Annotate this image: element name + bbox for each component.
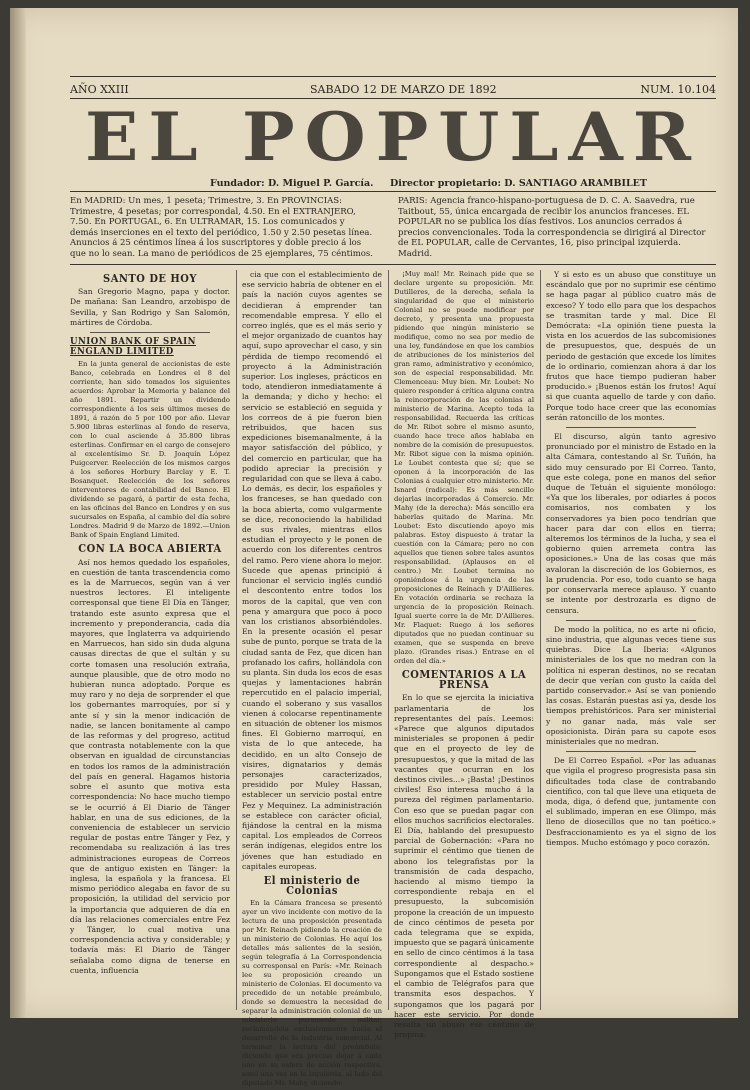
- header-bottom-rule: [70, 264, 716, 265]
- column-separator: [388, 270, 389, 1010]
- subscription-rates: En MADRID: Un mes, 1 peseta; Trimestre, 3. En PROVINCIAS: Trimestre, 4 pesetas; por correspondal, 4.50. En el EXTRANJERO, 7.50. En PORTUGAL, 6. En ULTRAMAR, 15. Los comunicados y demás inserciones en el texto del periódico, 1.50 y 2.50 pesetas línea. Anuncios á 25 céntimos línea á los suscriptores y doble precio á los que no lo sean. La mano de periódicos de 25 ejemplares, 75 céntimos.: [70, 196, 373, 259]
- paris-agency-notice: PARIS: Agencia franco-hispano-portuguesa de D. C. A. Saavedra, rue Taitbout, 55, única encargada de recibir los anuncios franceses. EL POPULAR no se publica los días festivos. Los anuncios cerrados á precios convencionales. Toda la correspondencia se dirigirá al Director de EL POPULAR, calle de Cervantes, 16, piso principal izquierda. Madrid.: [398, 196, 706, 259]
- issue-number: NUM. 10.104: [640, 83, 716, 96]
- section-heading: CON LA BOCA ABIERTA: [78, 542, 222, 556]
- section-heading: COMENTARIOS A LA PRENSA: [401, 668, 527, 692]
- masthead-title: EL POPULAR: [85, 97, 701, 176]
- section-heading: UNION BANK OF SPAIN ENGLAND LIMITED: [70, 336, 196, 358]
- column-3: [394, 270, 534, 1042]
- date-label: SABADO 12 DE MARZO DE 1892: [310, 83, 497, 96]
- article-divider: [566, 427, 696, 428]
- top-rule: [70, 76, 716, 77]
- masthead-rule: [70, 191, 716, 192]
- year-label: AÑO XXIII: [70, 83, 129, 96]
- column-4: [546, 270, 716, 850]
- article-text: Así nos hemos quedado los españoles, en cuestión de tanta trascendencia como es la de Marruecos, según van á ver nuestros lectores. El inteligente corresponsal que tiene El Día en Tánger, tratando este asunto expresa que el incremento y preponderancia, cada día mayores, que Inglaterra va adquiriendo en Marruecos, han sido sin duda alguna causas directas de que el sultán y su corte tomasen una resolución extraña, aunque plausible, que de otro modo no hubieran nunca adoptado. Porque es muy raro y no deja de sorprender el que los gobernantes marroquíes, por sí y ante sí y sin la menor indicación de nadie, se lancen bonitamente al campo de las reformas y del progreso, actitud que contrasta notablemente con la que observan en igualdad de circunstancias en todos los ramos de la administración del país en general. Hagamos historia sobre el asunto que motiva esta correspondencia: No hace mucho tiempo se le ocurrió á El Diario de Tánger hablar, en una de sus ediciones, de la conveniencia de establecer un servicio regular de postas entre Tánger y Fez, y recomendaba su realización á las tres administraciones europeas de Correos que de antiguo existen en Tánger: la inglesa, la española y la francesa. El mismo periódico alegaba en favor de su proposición, la utilidad del servicio por la importancia que adquieren de día en día las relaciones comerciales entre Fez y Tánger, lo cual motiva una correspondencia activa y considerable; y todavía más: El Diario de Tánger señalaba como digna de tenerse en cuenta, influencia: [70, 557, 230, 975]
- column-1: [70, 270, 230, 978]
- founder-line: Fundador: D. Miguel P. García.: [210, 178, 374, 189]
- article-text: San Gregorio Magno, papa y doctor. De mañana: San Leandro, arzobispo de Sevilla, y San Rodrigo y San Salomón, mártires de Córdoba.: [70, 287, 230, 327]
- section-heading: El ministerio de Colonias: [263, 873, 361, 898]
- article-text: cia que con el establecimiento de ese servicio habría de obtener en el país la nación cuyos agentes se decidieran á emprender tan recomendable empresa. Y ello el correo inglés, que es el más serio y el mejor organizado de cuantos hay aquí, supo aprovechar el caso, y sin pérdida de tiempo recomendó el proyecto á la Administración superior. Los ingleses, prácticos en todo, atendieron inmediatamente á la demanda; y dicho y hecho: el servicio se estableció en seguida y los correos de á pie fueron bien retribuidos, que hacen sus expediciones bisemanalmente, á la mayor satisfacción del público, y del comercio en particular, que ha podido apreciar la precisión y regularidad con que se lleva á cabo. Lo demás, es decir, los españoles y los franceses, se han quedado con la boca abierta, como vulgarmente se dice, reconociendo la habilidad de sus rivales, mientras ellos estudian el proyecto y le ponen de acuerdo con los diferentes centros del ramo. Pero viene ahora lo mejor. Sucede que apenas principió á funcionar el servicio inglés cundió el descontento entre todos los moros de la capital, que ven con pena y amargura que poco á poco van los cristianos absorbiéndoles. En la presente ocasión el pesar sube de punto, porque se trata de la ciudad santa de Fez, que dicen han profanado los cafirs, hollándola con su planta. Sin duda los ecos de esas quejas y lamentaciones habrán repercutido en el palacio imperial, cuando el soberano y sus vasallos vienen á colocarse repentinamente en situación de obtener los mismos fines. El Gobierno marroquí, en vista de lo que antecede, ha decidido, en un alto Consejo de visires, dignatarios y demás personajes caracterizados, presidido por Muley Hassan, establecer un servicio postal entre Fez y Mequinez. La administración se establece con carácter oficial, fijándose la central en la misma capital. Los empleados de Correos serán indígenas, elegidos entre los jóvenes que han estudiado en capitales europeas.: [242, 270, 382, 871]
- article-divider: [566, 620, 696, 621]
- director-line: Director propietario: D. SANTIAGO ARAMBILET: [390, 178, 647, 189]
- column-separator: [236, 270, 237, 1010]
- article-text: El discurso, algún tanto agresivo pronunciado por el ministro de Estado en la alta Cámara, contestando al Sr. Tuñón, ha sido muy censurado por El Correo. Tanto, que este colega, pone en manos del señor duque de Tetuán el siguiente monólogo: «Ya que los liberales, por odiarles á pocos comisarios, nos combaten y los conservadores ya bien poco tendrían que hacer para dar con ellos en tierra; alteremos los términos de la lucha, y sea el gobierno quien arremeta contra las oposiciones.» Una de las cosas que más avaloran la discreción de los Gobiernos, es la prudencia. Por eso, todo cuanto se haga por conservarla merece aplauso. Y cuanto se intente por destrozarla es digno de censura.: [546, 432, 716, 615]
- page-spine: [10, 8, 26, 1018]
- article-divider: [566, 751, 696, 752]
- article-text: En la Cámara francesa se presentó ayer un vivo incidente con motivo de la lectura de una proposición presentada por Mr. Reinach pidiendo la creación de un ministerio de Colonias. He aquí los detalles más salientes de la sesión, según telegrafía á La Correspondencia su corresponsal en París: «Mr. Reinach lee su proposición creando un ministerio de Colonias. El documento va precedido de un notable preámbulo, donde se demuestra la necesidad de separar la administración colonial de un ministerio puramente militar, reclamándola exclusivamente hacia el desarrollo de la industria comercial. Al terminar la lectura del preámbulo, diciendo que era preciso dejar á cada uno en su esfera de acción respectiva, sonó una voz en la izquierda, al lado del diputado Mr. Mahy, diciendo:: [242, 899, 382, 1088]
- column-2: [242, 270, 382, 1090]
- article-text: En lo que se ejercita la iniciativa parlamentaria de los representantes del país. Leemos: «Parece que algunos diputados ministeriales se proponen á pedir que en el proyecto de ley de presupuestos, y que la mitad de las vacantes que ocurran en los destinos civiles...» ¡Basta! ¡Destinos civiles! Eso interesa mucho á la pureza del régimen parlamentario. Con eso que se puedan pagar con ellos muchos sacrificios electorales. El Día, hablando del presupuesto parcial de Gobernación: «Para no suprimir el céntimo que tienen de abono los telegrafistas por la transmisión de cada despacho, haciendo al mismo tiempo la correspondiente rebaja en el presupuesto, la subcomisión propone la creación de un impuesto de cinco céntimos de peseta por cada telegrama que se expida, impuesto que se pagará únicamente en sello de cinco céntimos á la tasa correspondiente al despacho.» Supongamos que el Estado sostiene el cambio de Telégrafos para que transmita esos despachos. Y supongamos que los pagará por hacer este servicio. Por donde resulta un abuso ese céntimo de propina.: [394, 693, 534, 1040]
- column-separator: [540, 270, 541, 1010]
- article-text: De modo la política, no es arte ni oficio, sino industria, que algunas veces tiene sus quiebras. Dice La Iberia: «Algunos ministeriales de los que no medran con la política ni esperan destinos, no se recatan de decir que verían con gusto la caída del partido conservador.» Así se van poniendo las cosas. Estarán puestas así ya, desde los tiempos prehistóricos. Para ser ministerial y no ganar nada, más vale ser oposicionista. Dirán para su capote esos ministeriales que no medran.: [546, 624, 716, 746]
- article-text: En la junta general de accionistas de este Banco, celebrada en Londres el 8 del corriente, han sido tomados los siguientes acuerdos: Aprobar la Memoria y balance del año 1891. Repartir un dividendo correspondiente á los seis últimos meses de 1891, á razón de 5 por 100 por año. Llevar 5.900 libras esterlinas al fondo de reserva, con lo cual asciende á 35.800 libras esterlinas. Confirmar en el cargo de consejero al excelentísimo Sr. D. Joaquín López Puigcerver. Reelección de los mismos cargos á los señores Horbury Barclay y E. T. Bosanquet. Reelección de los señores interventores de contabilidad del Banco. El dividendo se pagará, á partir de esta fecha, en las oficinas del Banco en Londres y en sus sucursales en España, al cambio del día sobre Londres. Madrid 9 de Marzo de 1892.—Union Bank of Spain England Limited.: [70, 360, 230, 540]
- section-heading: SANTO DE HOY: [103, 272, 197, 285]
- article-text: ¡Muy mal! Mr. Reinach pide que se declare urgente su proposición. Mr. Dutilleres, de la derecha, señala la singularidad de que el ministerio Colonial no se puede modificar por decreto, y presenta una propuesta pidiendo que ningún ministerio se modifique, como no sea por medio de una ley, fundándose en que los cambios de atribuciones de los ministerios del gran ramo, administrativo y económico, son de especial responsabilidad. Mr. Clemenceau: Muy bien. Mr. Loubet: No quiero responder á crítica alguna contra la reincorporación de las colonias al ministerio de Marina. Acepto toda la responsabilidad. Recuerda las críticas de Mr. Ribot sobre el mismo asunto, cuando hace trece años hablaba en nombre de la comisión de presupuestos. Mr. Ribot sigue con la misma opinión. Le Loubet contesta que sí; que se oponen á la incorporación de las Colonias á cualquier otro ministerio. Mr. Isnard (radical): Es más sencillo dejarlas incorporadas á Comercio. Mr. Mahy (de la derecha): Más sencillo era haberlas quitado de Marina. Mr. Loubet: Esto discutiendo apoyo mis palabras. Estoy dispuesto á tratar la cuestión con la Cámara; pero no con aquellos que tienen sobre tales asuntos responsabilidad. (Aplausos en el centro.) Mr. Loubet termina no oponiéndose á la urgencia de las proposiciones de Reinach y D'Aillieres. En votación ordinaria se rechaza la urgencia de la proposición Reinach. Igual suerte corre la de Mr. D'Aillieres. Mr. Flaquet: Ruego á los señores diputados que no puedan continuar su examen, que se suspenda en breve plazo. (Grandes risas.) Entrase en el orden del día.»: [394, 270, 535, 665]
- article-text: Y si esto es un abuso que constituye un escándalo que por no suprimir ese céntimo se haga pagar al público cuatro más de exceso? Y todo ello para que los despachos se trasmitan tarde y mal. Dice El Demócrata: «La opinión tiene puesta la vista en los acuerdos de las subcomisiones de presupuestos, que, después de un periodo de gestación que excede los límites de lo ordinario, comienzan ahora á dar los frutos que hace tiempo pudieran haber producido.» ¡Buenos están los frutos! Aquí si que cuanta aquello de tarde y con daño. Porque todo hace creer que las economías serán ratoncillo de los montes.: [546, 270, 716, 422]
- article-text: De El Correo Español. «Por las aduanas que vigila el progreso progresista pasa sin dificultades toda clase de contrabando científico, con tal que lleve una etiqueta de moda, diga, ó defend que, juntamente con el sublimado, imperan en ese Olimpo, más lleno de diosecillos que no tan poético.» Desfraccionamiento es ya el signo de los tiempos. Mucho estómago y poco corazón.: [546, 756, 716, 847]
- newspaper-page: [10, 8, 738, 1088]
- article-divider: [90, 332, 210, 333]
